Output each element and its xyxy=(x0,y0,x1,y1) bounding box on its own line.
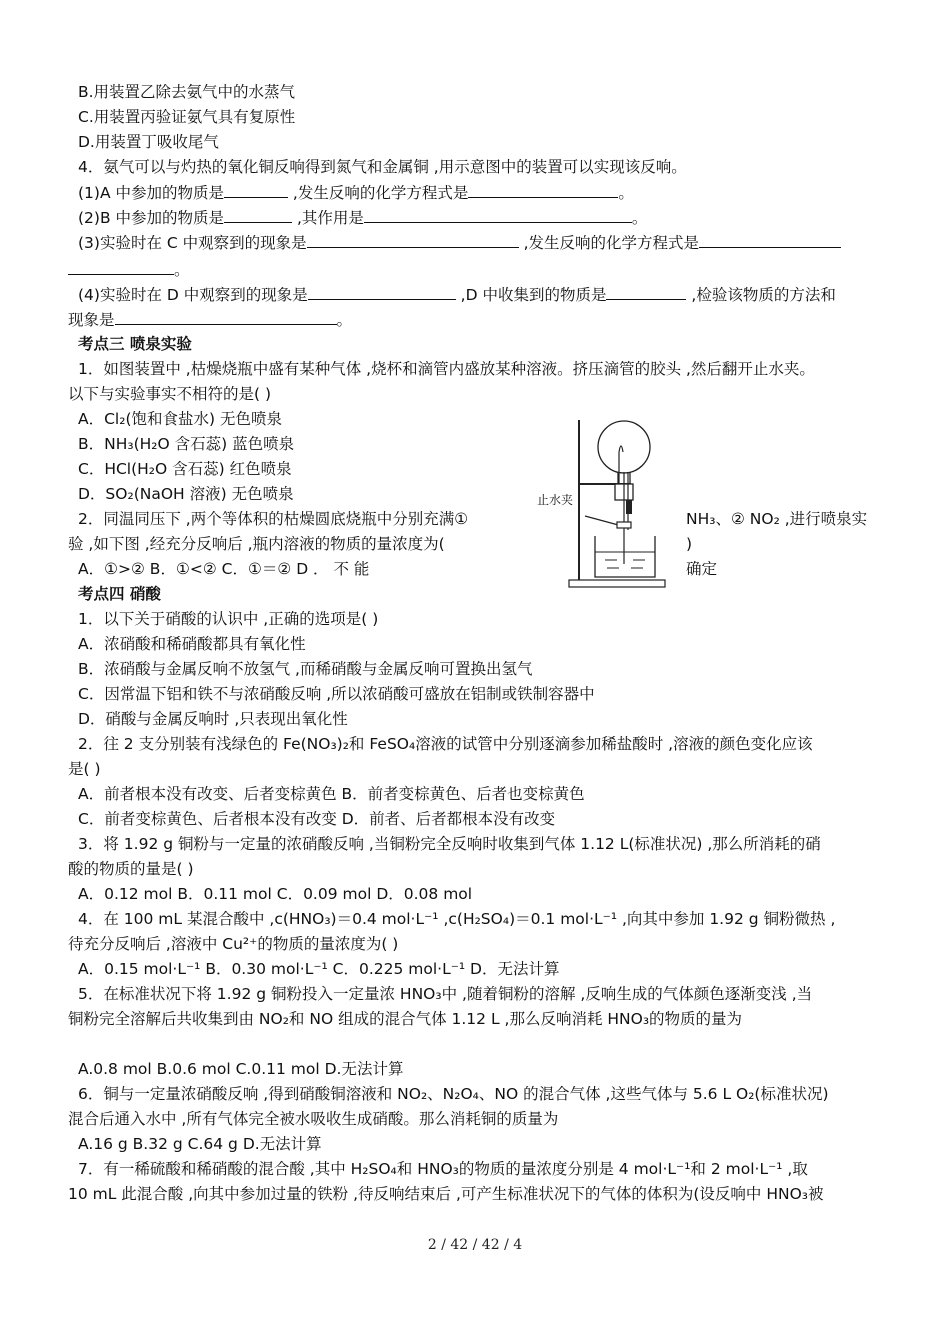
text-line: 5．在标准状况下将 1.92 g 铜粉投入一定量浓 HNO₃中 ,随着铜粉的溶解 ,反响生成的气体颜色逐渐变浅 ,当 xyxy=(78,985,813,1003)
text-line: 2．同温同压下 ,两个等体积的枯燥圆底烧瓶中分别充满① xyxy=(78,510,469,528)
text-segment: (4)实验时在 D 中观察到的现象是 xyxy=(78,286,308,304)
question-4: 4．氨气可以与灼热的氧化铜反响得到氮气和金属铜 ,用示意图中的装置可以实现该反响。 xyxy=(78,158,687,176)
text-line: 6．铜与一定量浓硝酸反响 ,得到硝酸铜溶液和 NO₂、N₂O₄、NO 的混合气体 ,这些气体与 5.6 L O₂(标准状况) xyxy=(78,1085,829,1103)
section-heading: 考点四 硝酸 xyxy=(78,585,161,603)
answer-blank xyxy=(308,283,456,300)
option-line: C．因常温下铝和铁不与浓硝酸反响 ,所以浓硝酸可盛放在铝制或铁制容器中 xyxy=(78,685,595,703)
text-line: 2．往 2 支分别装有浅绿色的 Fe(NO₃)₂和 FeSO₄溶液的试管中分别逐滴参加稀盐酸时 ,溶液的颜色变化应该 xyxy=(78,735,813,753)
option-line: C．前者变棕黄色、后者根本没有改变 D．前者、后者都根本没有改变 xyxy=(78,810,556,828)
text-line: 10 mL 此混合酸 ,向其中参加过量的铁粉 ,待反响结束后 ,可产生标准状况下的气体的体积为(设反响中 HNO₃被 xyxy=(68,1185,824,1203)
pinch-clamp xyxy=(617,522,631,528)
question-4-part-4-continued xyxy=(68,308,888,331)
section-heading: 考点三 喷泉实验 xyxy=(78,335,192,353)
option-line: 确定 xyxy=(686,560,718,578)
option-line: B．NH₃(H₂O 含石蕊) 蓝色喷泉 xyxy=(78,435,295,453)
dropper-bulb xyxy=(626,500,632,514)
text-segment: 。 xyxy=(618,184,634,202)
answer-blank xyxy=(68,258,174,275)
text-line: C.用装置丙验证氨气具有复原性 xyxy=(78,108,296,126)
option-line: A.0.8 mol B.0.6 mol C.0.11 mol D.无法计算 xyxy=(78,1060,404,1078)
text-line: D.用装置丁吸收尾气 xyxy=(78,133,219,151)
text-segment: (2)B 中参加的物质是 xyxy=(78,209,225,227)
answer-blank xyxy=(606,283,686,300)
text-segment: ,发生反响的化学方程式是 xyxy=(288,184,469,202)
question-4-part-2 xyxy=(78,206,898,229)
answer-blank xyxy=(224,206,292,223)
text-segment: 。 xyxy=(336,311,353,329)
question-4-part-4 xyxy=(78,283,898,306)
text-line: ) xyxy=(686,535,693,553)
text-segment: 。 xyxy=(174,261,190,279)
option-line: C．HCl(H₂O 含石蕊) 红色喷泉 xyxy=(78,460,292,478)
stopcock-label: 止水夹 xyxy=(537,493,574,507)
text-line: 混合后通入水中 ,所有气体完全被水吸收生成硝酸。那么消耗铜的质量为 xyxy=(68,1110,559,1128)
option-line: A．0.15 mol·L⁻¹ B．0.30 mol·L⁻¹ C．0.225 mol·L⁻¹ D．无法计算 xyxy=(78,960,560,978)
text-segment: ,检验该物质的方法和 xyxy=(686,286,836,304)
text-segment: ,其作用是 xyxy=(292,209,364,227)
option-line: D．硝酸与金属反响时 ,只表现出氧化性 xyxy=(78,710,348,728)
option-line: D．SO₂(NaOH 溶液) 无色喷泉 xyxy=(78,485,294,503)
option-line: A．Cl₂(饱和食盐水) 无色喷泉 xyxy=(78,410,282,428)
text-line: 7．有一稀硫酸和稀硝酸的混合酸 ,其中 H₂SO₄和 HNO₃的物质的量浓度分别是 4 mol·L⁻¹和 2 mol·L⁻¹ ,取 xyxy=(78,1160,808,1178)
flask-bulb xyxy=(598,421,650,473)
text-line: 验 ,如下图 ,经充分反响后 ,瓶内溶液的物质的量浓度为( xyxy=(68,535,445,553)
question-4-part-3 xyxy=(78,231,898,254)
text-line: 1．以下关于硝酸的认识中 ,正确的选项是( ) xyxy=(78,610,379,628)
answer-blank xyxy=(364,206,632,223)
page-number: 2 / 42 / 42 / 4 xyxy=(427,1237,523,1253)
glass-tube xyxy=(619,446,623,484)
text-segment: 现象是 xyxy=(68,311,115,329)
answer-blank xyxy=(115,308,337,325)
text-segment: (3)实验时在 C 中观察到的现象是 xyxy=(78,234,307,252)
answer-blank xyxy=(224,181,288,198)
text-line: 3．将 1.92 g 铜粉与一定量的浓硝酸反响 ,当铜粉完全反响时收集到气体 1.12 L(标准状况) ,那么所消耗的硝 xyxy=(78,835,821,853)
question-4-part-1 xyxy=(78,181,898,204)
text-line: B.用装置乙除去氨气中的水蒸气 xyxy=(78,83,296,101)
text-segment: 。 xyxy=(631,209,648,227)
answer-blank xyxy=(699,231,841,248)
option-line: A.16 g B.32 g C.64 g D.无法计算 xyxy=(78,1135,322,1153)
text-line: 1．如图装置中 ,枯燥烧瓶中盛有某种气体 ,烧杯和滴管内盛放某种溶液。挤压滴管的胶头 ,然后翻开止水夹。 xyxy=(78,360,815,378)
text-segment: ,发生反响的化学方程式是 xyxy=(518,234,699,252)
text-line: 铜粉完全溶解后共收集到由 NO₂和 NO 组成的混合气体 1.12 L ,那么反响消耗 HNO₃的物质的量为 xyxy=(68,1010,743,1028)
text-line: 4．在 100 mL 某混合酸中 ,c(HNO₃)＝0.4 mol·L⁻¹ ,c(H₂SO₄)＝0.1 mol·L⁻¹ ,向其中参加 1.92 g 铜粉微热 , xyxy=(78,910,836,928)
option-line: A．浓硝酸和稀硝酸都具有氧化性 xyxy=(78,635,306,653)
option-line: B．浓硝酸与金属反响不放氢气 ,而稀硝酸与金属反响可置换出氢气 xyxy=(78,660,533,678)
text-line: 酸的物质的量是( ) xyxy=(68,860,194,878)
text-line: NH₃、② NO₂ ,进行喷泉实 xyxy=(686,510,868,528)
text-line: 是( ) xyxy=(68,760,101,778)
answer-blank xyxy=(307,231,519,248)
option-line: A．前者根本没有改变、后者变棕黄色 B．前者变棕黄色、后者也变棕黄色 xyxy=(78,785,585,803)
question-4-part-3-continued xyxy=(68,258,888,281)
option-line: A．①>② B．①<② C．①＝② D ． 不 能 xyxy=(78,560,370,578)
option-line: A．0.12 mol B．0.11 mol C．0.09 mol D．0.08 mol xyxy=(78,885,473,903)
text-segment: ,D 中收集到的物质是 xyxy=(455,286,607,304)
text-segment: (1)A 中参加的物质是 xyxy=(78,184,224,202)
text-line: 以下与实验事实不相符的是( ) xyxy=(68,385,272,403)
fountain-apparatus-diagram xyxy=(527,412,677,590)
answer-blank xyxy=(468,181,618,198)
beaker xyxy=(595,536,655,577)
text-line: 待充分反响后 ,溶液中 Cu²⁺的物质的量浓度为( ) xyxy=(68,935,399,953)
